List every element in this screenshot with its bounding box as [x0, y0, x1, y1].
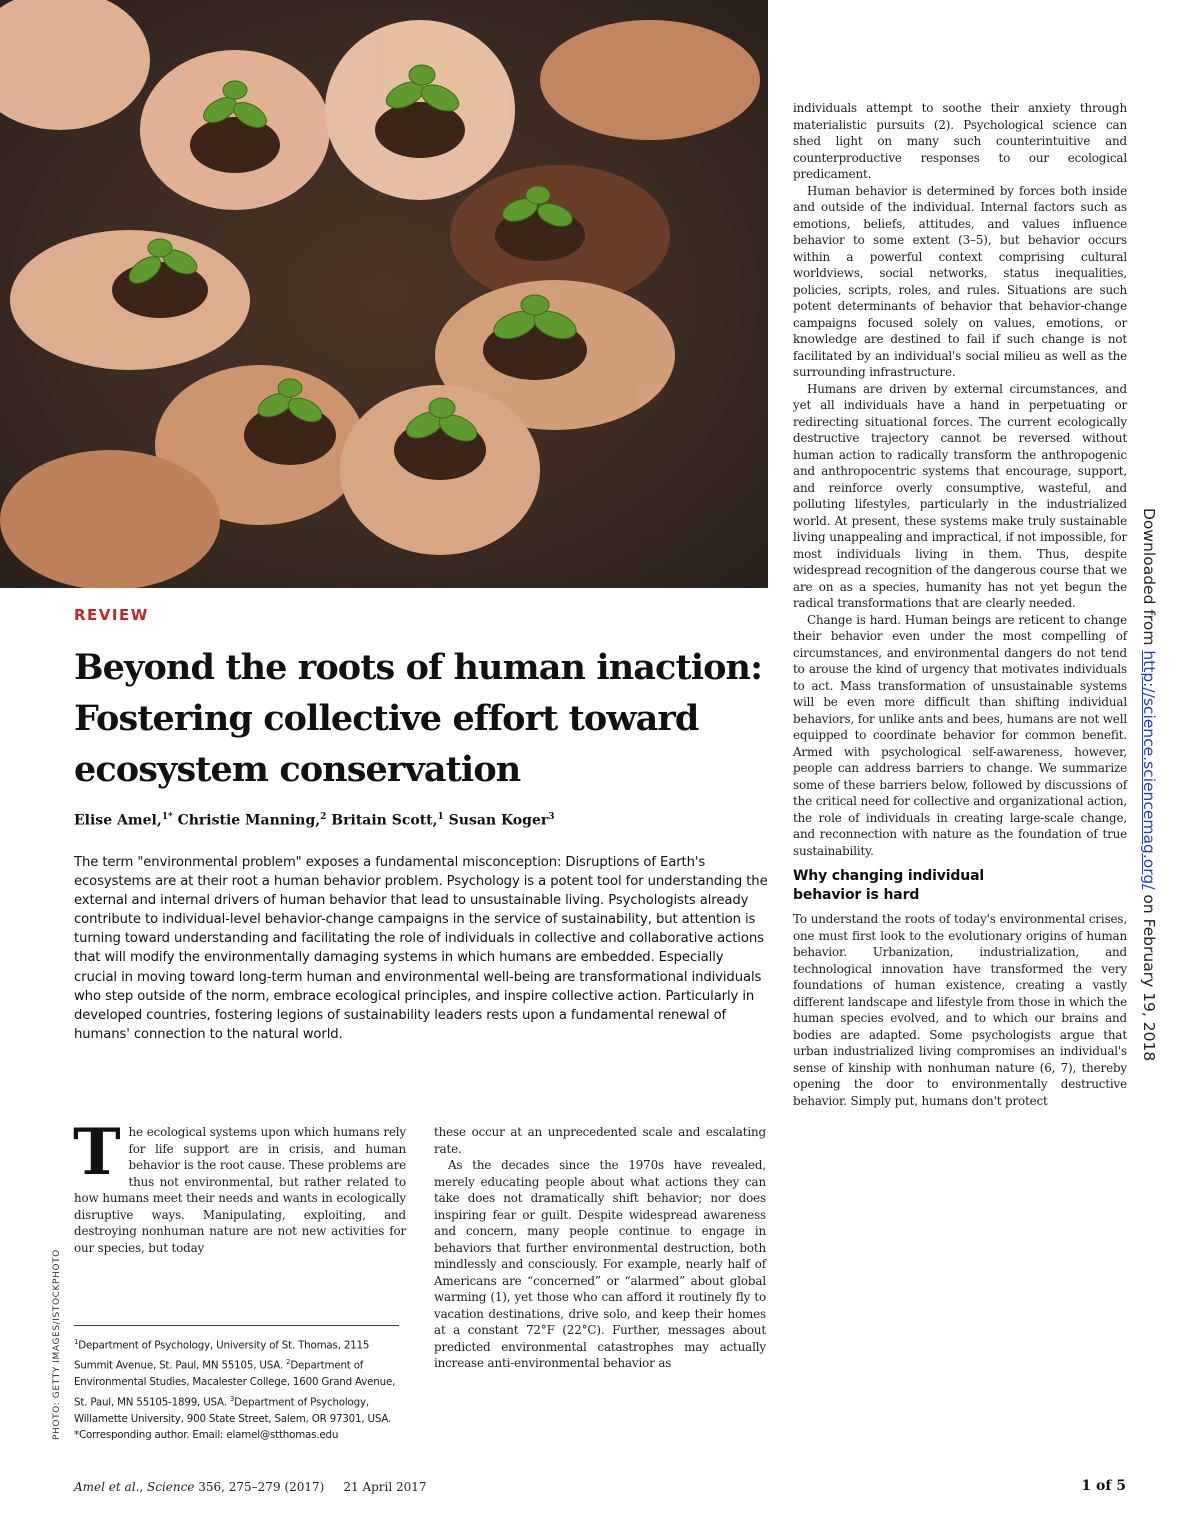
body-paragraph: individuals attempt to soothe their anxiety through materialistic pursuits (2). Psychological science can shed light on many such counterintuitive and counterproductive responses to our ecological predicament. — [793, 101, 1127, 181]
author-name: Elise Amel, — [74, 812, 162, 829]
author-affiliation-mark: 1 — [437, 812, 444, 822]
body-paragraph: Change is hard. Human beings are reticent to change their behavior even under the most compelling of circumstances, and environmental dangers do not tend to arouse the kind of urgency that motivates individuals to act. Mass transformation of unsustainable systems will be even more difficult than shifting individual behaviors, for unlike ants and bees, humans are not well equipped to coordinate behavior for common benefit. Armed with psychological self-awareness, however, people can address barriers to change. We summarize some of these barriers below, followed by discussions of the critical need for collective and organizational action, the role of individuals in creating large-scale change, and reconnection with nature as the foundation of true sustainability. — [793, 612, 1127, 858]
body-paragraph: To understand the roots of today's environmental crises, one must first look to the evolutionary origins of human behavior. Urbanization, industrialization, and technological innovation have transformed the very foundations of human existence, creating a vastly different landscape and lifestyle from those in which the human species evolved, and to which our brains and bodies are adapted. Some psychologists argue that urban industrialized living compromises an individual's sense of kinship with nonhuman nature (6, 7), thereby opening the door to environmentally destructive behavior. Simply put, humans don't protect — [793, 912, 1127, 1108]
author-name: Christie Manning, — [172, 812, 321, 829]
heading-line: behavior is hard — [793, 887, 920, 903]
footer-authors: Amel et al. — [74, 1480, 140, 1494]
author-name: Susan Koger — [443, 812, 549, 829]
author-name: Britain Scott, — [326, 812, 438, 829]
corresponding-author: *Corresponding author. Email: elamel@stthomas.edu — [74, 1429, 339, 1442]
author-affiliation-mark: 1* — [161, 812, 173, 822]
footer-citation: Amel et al., Science 356, 275–279 (2017) 21 April 2017 — [74, 1480, 427, 1494]
abstract: The term "environmental problem" exposes a fundamental misconception: Disruptions of Earth's ecosystems are at their root a human behavior problem. Psychology is a potent tool for understanding the external and internal drivers of human behavior that lead to unsustainable living. Psychologists already contribute to individual-level behavior-change campaigns in the service of sustainability, but attention is turning toward understanding and facilitating the role of individuals in collective and collaborative actions that will modify the environmentally damaging systems in which humans are embedded. Especially crucial in moving toward long-term human and environmental well-being are transformational individuals who step outside of the norm, embrace ecological principles, and inspire collective action. Particularly in developed countries, fostering legions of sustainability leaders rests upon a fundamental renewal of humans' connection to the natural world. — [74, 855, 768, 1042]
footer-journal: Science — [146, 1480, 195, 1494]
author-affiliation-mark: 3 — [548, 812, 555, 822]
body-paragraph: As the decades since the 1970s have revealed, merely educating people about what actions they can take does not dramatically shift behavior; nor does inspiring fear or guilt. Despite widespread awareness and concern, many people continue to engage in behaviors that further environmental destruction, both mindlessly and consciously. For example, nearly half of Americans are “concerned” or “alarmed” about global warming (1), yet those who can afford it routinely fly to vacation destinations, drive solo, and keep their homes at a constant 72°F (22°C). Further, messages about predicted environmental catastrophes may actually increase anti-environmental behavior as — [434, 1158, 766, 1370]
footer-citation-details: 356, 275–279 (2017) 21 April 2017 — [194, 1480, 427, 1494]
download-link[interactable]: http://science.sciencemag.org/ — [1140, 650, 1158, 890]
body-column-2 — [434, 1124, 766, 1372]
hands-holding-seedlings-photo — [0, 0, 768, 588]
heading-line: Why changing individual — [793, 868, 985, 884]
download-prefix: Downloaded from — [1140, 508, 1158, 651]
affiliation-text: Department of Psychology, Willamette University, 900 State Street, Salem, OR 97301, USA. — [74, 1396, 392, 1425]
affiliation-mark: 2 — [286, 1358, 291, 1367]
affiliation-text: Department of Environmental Studies, Macalester College, 1600 Grand Avenue, St. Paul, MN 55105-1899, USA. — [74, 1359, 396, 1409]
affiliations — [74, 1334, 399, 1444]
affiliation-mark: 1 — [74, 1338, 79, 1346]
author-affiliation-mark: 2 — [320, 812, 327, 822]
affiliation-text: Department of Psychology, University of St. Thomas, 2115 Summit Avenue, St. Paul, MN 55105, USA. — [74, 1339, 370, 1372]
download-date: on February 19, 2018 — [1140, 889, 1158, 1062]
paragraph-text: he ecological systems upon which humans rely for life support are in crisis, and human behavior is the root cause. These problems are thus not environmental, but rather related to how humans meet their needs and wants in ecologically disruptive ways. Manipulating, exploiting, and destroying nonhuman nature are not new activities for our species, but today — [74, 1125, 406, 1255]
article-title: Beyond the roots of human inaction: Fostering collective effort toward ecosystem conservation — [74, 647, 763, 790]
body-paragraph: these occur at an unprecedented scale and escalating rate. — [434, 1125, 766, 1156]
dropcap: T — [73, 1115, 121, 1190]
body-column-3 — [793, 100, 1127, 1109]
body-paragraph: Human behavior is determined by forces both inside and outside of the individual. Internal factors such as emotions, beliefs, attitudes, and values influence behavior to some extent (3–5), but behavior occurs within a powerful context comprising cultural worldviews, social networks, status inequalities, policies, scripts, roles, and rules. Situations are such potent determinants of behavior that behavior-change campaigns focused solely on values, emotions, or knowledge are destined to fail if such change is not facilitated by an individual's social milieu as well as the surrounding infrastructure. — [793, 183, 1127, 379]
body-paragraph — [73, 1115, 406, 1256]
photo-credit: PHOTO: GETTY IMAGES/ISTOCKPHOTO — [52, 1249, 62, 1440]
page-number: 1 of 5 — [1081, 1478, 1126, 1494]
body-paragraph: Humans are driven by external circumstances, and yet all individuals have a hand in perpetuating or redirecting situational forces. The current ecologically destructive trajectory cannot be reversed without human action to radically transform the anthropogenic and anthropocentric systems that encourage, support, and reinforce overly consumptive, wasteful, and polluting lifestyles, particularly in the industrialized world. At present, these systems make truly sustainable living unappealing and impractical, if not impossible, for most individuals living in them. Thus, despite widespread recognition of the dangerous course that we are on as a species, humanity has not yet begun the radical transformations that are clearly needed. — [793, 381, 1127, 610]
affiliation-divider — [74, 1325, 399, 1326]
section-heading — [793, 867, 1127, 905]
cover-photo — [0, 0, 768, 588]
download-notice — [1140, 508, 1158, 1061]
affiliation-mark: 3 — [229, 1394, 235, 1403]
section-label: REVIEW — [74, 606, 149, 624]
body-column-1 — [73, 1115, 406, 1256]
author-list — [74, 812, 764, 829]
